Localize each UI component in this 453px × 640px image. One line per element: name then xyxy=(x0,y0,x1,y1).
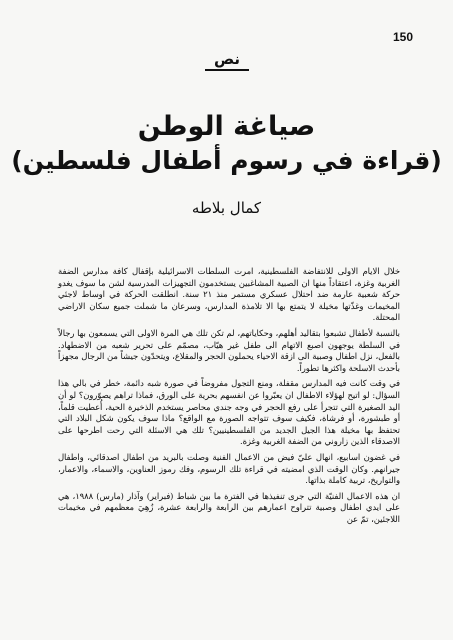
page-number: 150 xyxy=(393,30,414,44)
paragraph: في وقت كانت فيه المدارس مقفلة، ومنع التجول مفروضاً في صورة شبه دائمة، خطر في بالي هذا السؤال: لو اتيح لهؤلاء الاطفال ان يعبّروا عن انفسهم بحرية على الورق، فماذا تراهم يصوّرون؟ لو أن اليد الصغيرة التي تتجرأ على رفع الحجر في وجه جندي محاصر يستخدم الذخيرة الحية، أُعطيت قلماً، أو طبشورة، أو فرشاة، فكيف سوف تتواجه الصورة مع الواقع؟ ماذا سوف يكون شكل البلاد التي تحتفظ بها مخيلة هذا الجيل الجديد من الفلسطينيين؟ تلك هي الاسئلة التي رحت اطرحها على الاصدقاء الذين زاروني من الضفة الغربية وغزة. xyxy=(58,378,400,447)
paragraph: في غضون اسابيع، انهال عليّ فيض من الاعمال الفنية وصلت بالبريد من اطفال اصدقائي، واطفال جيرانهم. وكان الوقت الذي امضيته في قراءة تلك الرسوم، وفك رموز العناوين، والاسماء، والاعمار، والتواريخ، تربية كاملة بذاتها. xyxy=(58,451,400,486)
paragraph: خلال الايام الاولى للانتفاضة الفلسطينية، امرت السلطات الاسرائيلية بإقفال كافة مدارس الضفة الغربية وغزة، اعتقاداً منها ان الصبية المشاغبين يستخدمون التجهيزات المدرسية لشن ما سوف يغدو حركة شعبية عارمة ضد احتلال عسكري مستمر منذ ٢١ سنة. انطلقت الحركة في اوساط لاجئي المخيمات وغذّتها مخيلة لا يتمتع بها الا تلامذة المدارس، وسرعان ما شملت جميع سكان الاراضي المحتلة. xyxy=(58,266,400,323)
paragraph: ان هذه الاعمال الفنيّة التي جرى تنفيذها في الفترة ما بين شباط (فبراير) وآذار (مارس) ١٩٨٨، هي على ايدي اطفال وصبية تتراوح اعمارهم بين الرابعة والرابعة عشرة، زُهِيَ معظمهم في مخيمات اللاجئين، تمّ عن xyxy=(58,490,400,524)
author-name: كمال بلاطه xyxy=(191,199,262,217)
article-subtitle: (قراءة في رسوم أطفال فلسطين) xyxy=(11,146,442,175)
article-title: صياغة الوطن xyxy=(137,111,316,142)
article-body xyxy=(58,266,400,529)
paragraph: بالنسبة لأطفال تشبعوا بتقاليد أهلهم، وحكاياتهم، لم تكن تلك هي المرة الاولى التي يسمعون بها رجالاً في السلطة يوجهون اصبع الاتهام الى طفل غير هيّاب، مصمّم على تحرير شعبه من الاضطهاد. بالفعل، نزل اطفال وصبية الى ازقة الاحياء يحملون الحجر والمقلاع، ويتحدّون جيشاً من الرجال مجهزاً بأحدث الاسلحة واكثرها تطوراً. xyxy=(58,327,400,373)
section-label: نص xyxy=(205,50,249,71)
